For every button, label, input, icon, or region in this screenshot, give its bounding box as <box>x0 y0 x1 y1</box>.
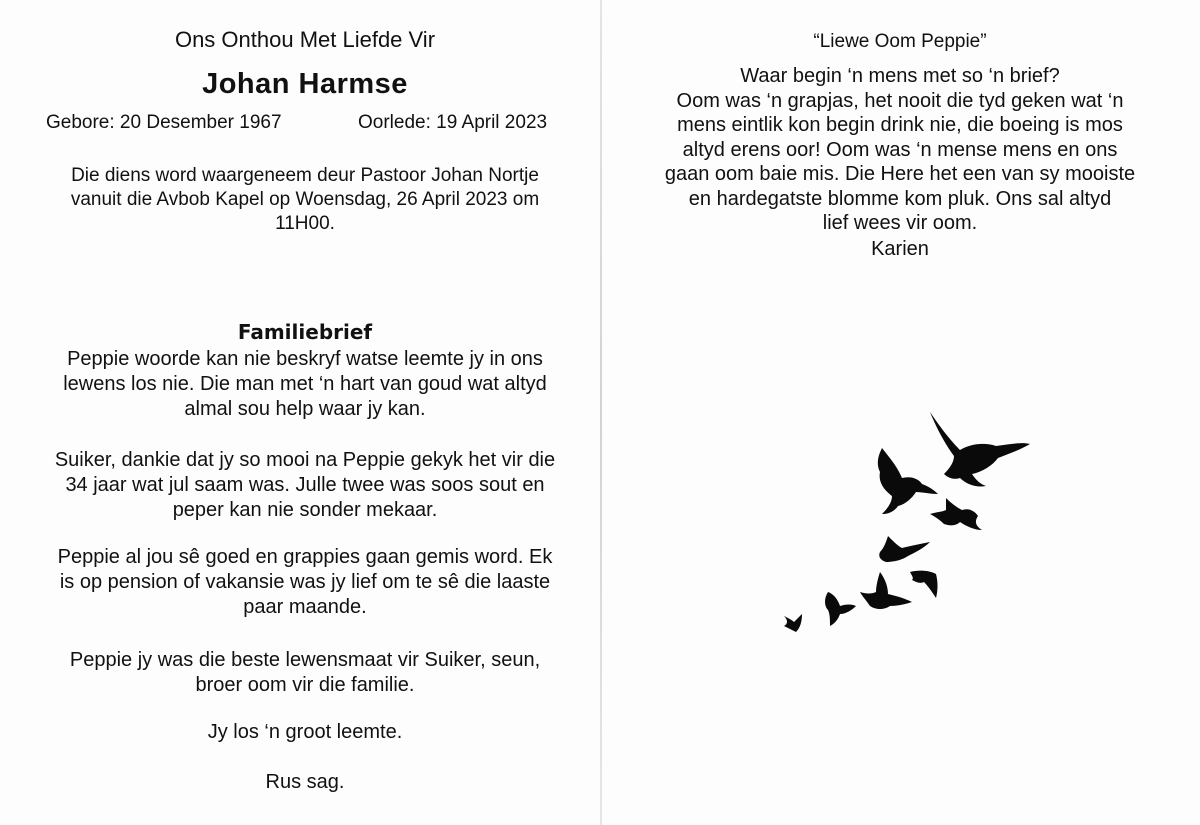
text-line: Jy los ‘n groot leemte. <box>207 721 403 743</box>
deceased-name: Johan Harmse <box>202 68 408 100</box>
service-line: 11H00. <box>275 213 335 234</box>
family-paragraph <box>20 448 590 523</box>
family-letter-heading: Familiebrief <box>237 320 373 344</box>
text-line: almal sou help waar jy kan. <box>184 398 426 420</box>
text-line: mens eintlik kon begin drink nie, die boeing is mos <box>677 114 1123 136</box>
bird-silhouette <box>930 412 1030 487</box>
family-paragraph <box>20 720 590 745</box>
service-line: vanuit die Avbob Kapel op Woensdag, 26 April 2023 om <box>70 189 540 210</box>
letter-title: “Liewe Oom Peppie” <box>813 31 987 52</box>
flying-birds-icon <box>770 400 1040 640</box>
text-line: Peppie jy was die beste lewensmaat vir Suiker, seun, <box>69 649 541 671</box>
text-line: Waar begin ‘n mens met so ‘n brief? <box>740 65 1060 87</box>
text-line: gaan oom baie mis. Die Here het een van sy mooiste <box>664 163 1136 185</box>
birth-date: Gebore: 20 Desember 1967 <box>46 112 282 133</box>
text-line: Peppie woorde kan nie beskryf watse leemte jy in ons <box>67 348 543 370</box>
text-line: lief wees vir oom. <box>822 212 978 234</box>
bird-silhouette <box>784 614 802 632</box>
bird-silhouette <box>930 498 982 530</box>
letter-signature: Karien <box>871 238 929 260</box>
service-line: Die diens word waargeneem deur Pastoor Johan Nortje <box>71 165 539 186</box>
text-line: Rus sag. <box>265 771 345 793</box>
text-line: broer oom vir die familie. <box>195 674 415 696</box>
bird-silhouette <box>878 448 938 514</box>
bird-silhouette <box>910 571 938 598</box>
death-date: Oorlede: 19 April 2023 <box>358 112 548 133</box>
text-line: en hardegatste blomme kom pluk. Ons sal altyd <box>688 187 1112 210</box>
bird-silhouette <box>860 572 912 609</box>
intro-line: Ons Onthou Met Liefde Vir <box>174 27 436 52</box>
family-paragraph <box>20 545 590 620</box>
family-paragraph <box>20 347 590 422</box>
text-line: 34 jaar wat jul saam was. Julle twee was soos sout en <box>65 474 545 496</box>
text-line: altyd erens oor! Oom was ‘n mense mens en ons <box>682 138 1118 161</box>
center-fold <box>600 0 602 825</box>
text-line: peper kan nie sonder mekaar. <box>172 499 438 521</box>
service-details <box>40 164 570 236</box>
family-paragraph <box>20 648 590 698</box>
text-line: paar maande. <box>243 596 367 618</box>
family-paragraph <box>20 770 590 795</box>
text-line: is op pension of vakansie was jy lief om te sê die laaste <box>59 571 551 593</box>
bird-silhouette <box>825 592 856 626</box>
text-line: lewens los nie. Die man met ‘n hart van goud wat altyd <box>63 373 547 395</box>
bird-silhouette <box>879 536 930 562</box>
text-line: Peppie al jou sê goed en grappies gaan gemis word. Ek <box>57 546 553 568</box>
text-line: Oom was ‘n grapjas, het nooit die tyd geken wat ‘n <box>676 89 1124 112</box>
letter-body <box>625 64 1175 236</box>
text-line: Suiker, dankie dat jy so mooi na Peppie gekyk het vir die <box>54 449 556 471</box>
